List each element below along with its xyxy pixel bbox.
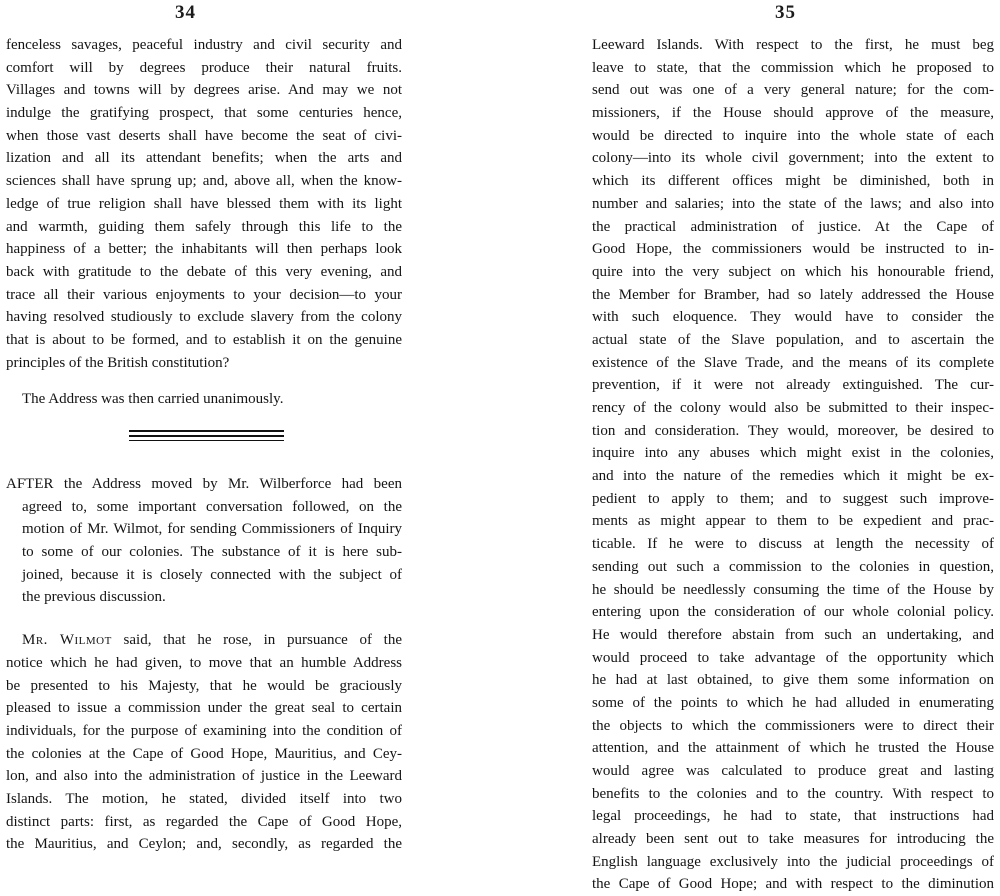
text-line: benefits to the colonies and to the country. With respect to [592,785,994,802]
text-line: and warmth, guiding them safely through this life to the [6,218,402,235]
text-line: rency of the colony would also be submitted to their inspec- [592,400,994,416]
text-line: English language exclusively into the judicial proceedings of [592,853,994,870]
text-line: missioners, if the House should approve of the measure, [592,105,994,122]
text-line: tion and consideration. They would, moreover, be desired to [592,422,994,439]
text-line: individuals, for the purpose of examining into the condition of [6,722,402,739]
text-line: would agree was calculated to produce great and lasting [592,763,994,779]
text-line: AFTER the Address moved by Mr. Wilberforce had been [6,476,402,492]
text-line: he had at last obtained, to give them some information on [592,672,994,689]
text-line: existence of the Slave Trade, and the means of its complete [592,354,994,371]
text-line: Mr. Wilmot said, that he rose, in pursuance of the [22,632,402,649]
paragraph-closing-speech [6,34,402,374]
text-line: to some of our colonies. The substance of it is here sub- [22,544,402,561]
text-line: notice which he had given, to move that an humble Address [6,654,402,671]
text-line: trace all their various enjoyments to your decision—to your [6,286,402,303]
text-line: colony—into its whole civil government; into the extent to [592,150,994,167]
section-divider [6,411,402,473]
text-line: lization and all its attendant benefits; when the arts and [6,150,402,167]
text-line: having resolved studiously to exclude slavery from the colony [6,309,402,326]
text-line: with such eloquence. They would have to consider the [592,309,994,326]
text-line: ticable. If he were to discuss at length the necessity of [592,536,994,553]
text-line: entering upon the consideration of our whole colonial policy. [592,604,994,621]
text-line: actual state of the Slave population, and to ascertain the [592,331,994,348]
text-line: attention, and the attainment of which he trusted the House [592,740,994,757]
text-line: and into the nature of the remedies which it might be ex- [592,468,994,485]
text-line: the Cape of Good Hope; and with respect to the diminution [592,876,994,893]
text-line: ledge of true religion shall have blessed them with its light [6,195,402,212]
text-line: ments as might appear to them to be expedient and prac- [592,513,994,530]
right-column [592,34,994,896]
text-line: the previous discussion. [22,589,166,606]
text-line: would proceed to take advantage of the opportunity which [592,649,994,666]
text-line: indulge the gratifying prospect, that some centuries hence, [6,105,402,122]
page-number-left: 34 [175,2,196,23]
text-line: comfort will by degrees produce their natural fruits. [6,59,402,76]
address-carried-line: The Address was then carried unanimously. [22,391,284,408]
text-line: send out was one of a very general nature; for the com- [592,82,994,99]
text-line: motion of Mr. Wilmot, for sending Commissioners of Inquiry [22,521,402,538]
paragraph-introduction [6,473,402,609]
left-column [6,34,402,856]
text-line: sending out such a commission to the colonies in question, [592,558,994,575]
text-line: that is about to be formed, and to establish it on the genuine [6,331,402,348]
text-line: joined, because it is closely connected with the subject of [22,566,402,583]
paragraph-wilmot-speech [6,629,402,856]
text-line: Good Hope, the commissioners would be instructed to in- [592,241,994,258]
speaker-name: Mr. Wilmot [22,632,112,649]
text-line: agreed to, some important conversation followed, on the [22,498,402,515]
text-line: fenceless savages, peaceful industry and civil security and [6,37,402,53]
text-line: legal proceedings, he had to state, that instructions had [592,808,994,825]
text-line: back with gratitude to the debate of this very evening, and [6,263,402,280]
text-line: he should be needlessly consuming the time of the House by [592,581,994,598]
text-line: pedient to apply to them; and to suggest such improve- [592,490,994,507]
text-line: the practical administration of justice. At the Cape of [592,218,994,235]
left-page [0,0,410,853]
text-line: distinct parts: first, as regarded the Cape of Good Hope, [6,813,402,830]
text-line: pleased to issue a commission under the great seal to certain [6,700,402,717]
text-line: prevention, if it were not already extinguished. The cur- [592,377,994,394]
text-line: the Member for Bramber, had so lately addressed the House [592,286,994,303]
text-line: leave to state, that the commission which he proposed to [592,59,994,76]
text-line: inquire into any abuses which might exist in the colonies, [592,445,994,462]
page-number-right: 35 [775,2,796,23]
text-line: Villages and towns will by degrees arise. And may we not [6,82,402,99]
text-line: happiness of a better; the inhabitants will then perhaps look [6,241,402,258]
text-line: would be directed to inquire into the whole state of each [592,127,994,144]
text-line: the Mauritius, and Ceylon; and, secondly, as regarded the [6,836,402,853]
text-line: which its different offices might be diminished, both in [592,173,994,190]
text-line: be presented to his Majesty, that he would be graciously [6,677,402,694]
text-line: Leeward Islands. With respect to the first, he must beg [592,37,994,53]
text-line: Islands. The motion, he stated, divided itself into two [6,790,402,807]
text-line: principles of the British constitution? [6,354,230,371]
text-line: the objects to which the commissioners were to direct their [592,717,994,734]
text-line: when those vast deserts shall have become the seat of civi- [6,127,402,144]
text-line: He would therefore abstain from such an undertaking, and [592,626,994,643]
text-line: lon, and also into the administration of justice in the Leeward [6,768,402,785]
text-line: already been sent out to take measures for introducing the [592,831,994,848]
text-line: the colonies at the Cape of Good Hope, Mauritius, and Cey- [6,745,402,762]
text-line: sciences shall have sprung up; and, above all, when the know- [6,173,402,190]
text-line: quire into the very subject on which his honourable friend, [592,263,994,280]
text-line: number and salaries; into the state of the laws; and also into [592,195,994,212]
text-line: some of the points to which he had alluded in enumerating [592,694,994,711]
right-page [585,0,997,893]
